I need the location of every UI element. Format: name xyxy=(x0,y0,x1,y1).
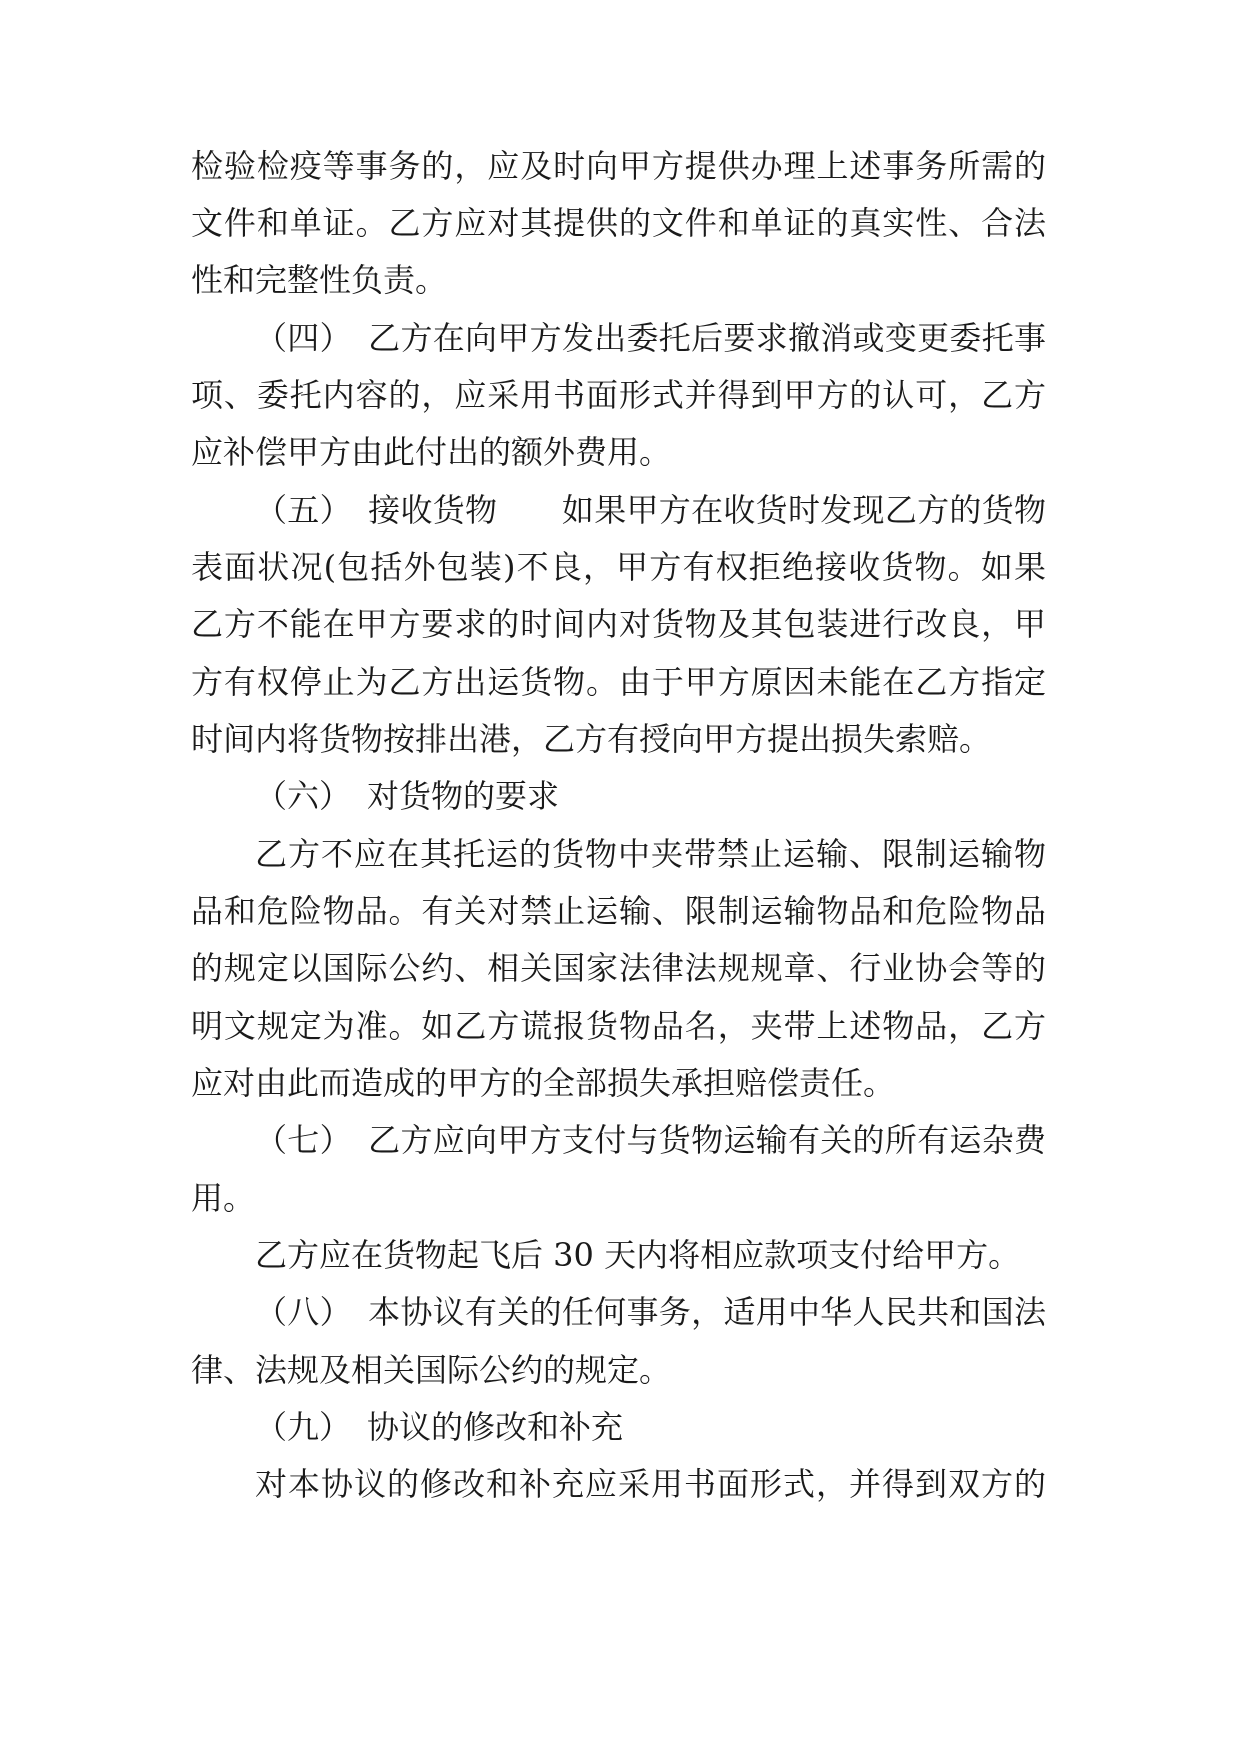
text-line: 应对由此而造成的甲方的全部损失承担赔偿责任。 xyxy=(191,1064,896,1102)
text-line: 应补偿甲方由此付出的额外费用。 xyxy=(191,433,672,471)
section-heading-9: （九） 协议的修改和补充 xyxy=(255,1408,624,1446)
text-line: 律、法规及相关国际公约的规定。 xyxy=(191,1351,672,1389)
text-line: 文件和单证。乙方应对其提供的文件和单证的真实性、合法 xyxy=(191,204,1046,242)
text-line: 方有权停止为乙方出运货物。由于甲方原因未能在乙方指定 xyxy=(191,663,1046,701)
text-line: 项、委托内容的，应采用书面形式并得到甲方的认可，乙方 xyxy=(191,376,1046,414)
section-heading-8: （八） 本协议有关的任何事务，适用中华人民共和国法 xyxy=(255,1293,1046,1331)
text-line: 用。 xyxy=(191,1179,256,1217)
text-line: 乙方不应在其托运的货物中夹带禁止运输、限制运输物 xyxy=(255,835,1046,873)
text-line: 明文规定为准。如乙方谎报货物品名，夹带上述物品，乙方 xyxy=(191,1007,1046,1045)
text-line: 表面状况(包括外包装)不良，甲方有权拒绝接收货物。如果 xyxy=(191,548,1046,586)
text-line: 乙方不能在甲方要求的时间内对货物及其包装进行改良，甲 xyxy=(191,605,1046,643)
text-line: 对本协议的修改和补充应采用书面形式，并得到双方的 xyxy=(255,1465,1046,1503)
text-line: 性和完整性负责。 xyxy=(191,261,448,299)
section-heading-6: （六） 对货物的要求 xyxy=(255,777,560,815)
text-line: 的规定以国际公约、相关国家法律法规规章、行业协会等的 xyxy=(191,949,1046,987)
text-line: 乙方应在货物起飞后 30 天内将相应款项支付给甲方。 xyxy=(255,1236,1021,1274)
text-line: 检验检疫等事务的，应及时向甲方提供办理上述事务所需的 xyxy=(191,147,1046,185)
text-line: 时间内将货物按排出港，乙方有授向甲方提出损失索赔。 xyxy=(191,720,992,758)
section-heading-4: （四） 乙方在向甲方发出委托后要求撤消或变更委托事 xyxy=(255,319,1046,357)
section-heading-5: （五） 接收货物 如果甲方在收货时发现乙方的货物 xyxy=(255,491,1046,529)
text-line: 品和危险物品。有关对禁止运输、限制运输物品和危险物品 xyxy=(191,892,1046,930)
section-heading-7: （七） 乙方应向甲方支付与货物运输有关的所有运杂费 xyxy=(255,1121,1046,1159)
